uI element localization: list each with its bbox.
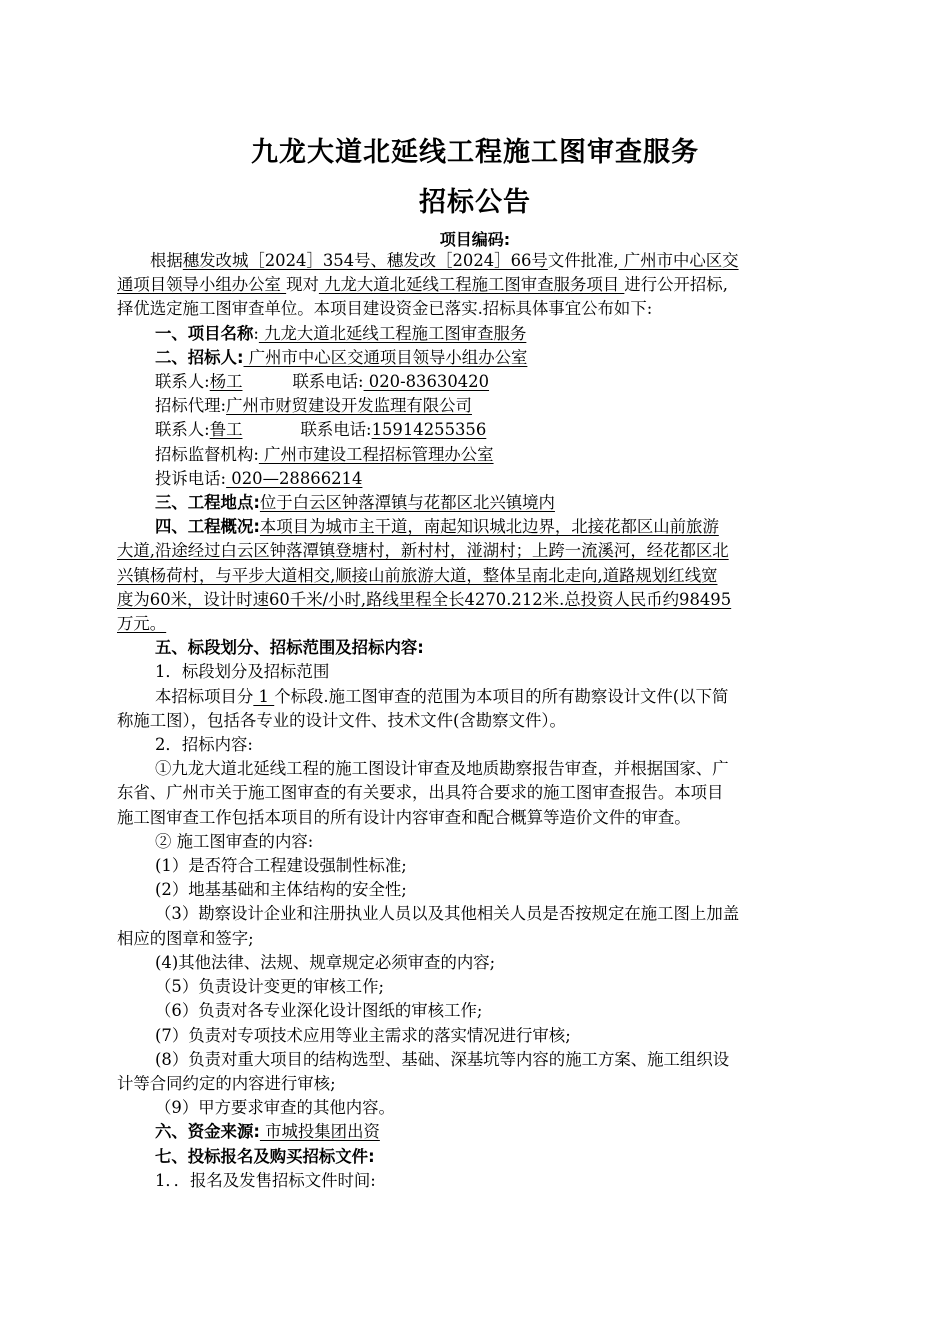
project-code-label: 项目编码: — [439, 230, 511, 249]
document-title: 九龙大道北延线工程施工图审查服务 — [251, 137, 699, 168]
section-label: 四、工程概况: — [155, 517, 260, 537]
agent-name: 广州市财贸建设开发监理有限公司 — [226, 396, 472, 416]
contact-person: 鲁工 — [209, 420, 243, 440]
contact-person: 杨工 — [209, 372, 243, 392]
section-project-name — [117, 322, 842, 346]
location-value: 位于白云区钟落潭镇与花都区北兴镇境内 — [259, 493, 555, 513]
section-lots-heading: 五、标段划分、招标范围及招标内容: — [155, 638, 424, 658]
tenderer-name-inline: 广州市中心区交 — [618, 251, 739, 270]
review-item-continued: 相应的图章和签字; — [117, 928, 254, 948]
intro-line-1 — [117, 249, 842, 273]
agent-line — [117, 394, 842, 418]
review-item: （3）勘察设计企业和注册执业人员以及其他相关人员是否按规定在施工图上加盖 — [155, 904, 740, 924]
field-label: 联系人: — [155, 420, 210, 440]
content-paragraph-line: ①九龙大道北延线工程的施工图设计审查及地质勘察报告审查，并根据国家、广 — [155, 759, 729, 779]
intro-line-3: 择优选定施工图审查单位。本项目建设资金已落实.招标具体事宜公布如下: — [117, 299, 653, 319]
overview-text: 本项目为城市主干道，南起知识城北边界，北接花都区山前旅游 — [259, 517, 719, 537]
supervisor-name: 广州市建设工程招标管理办公室 — [258, 444, 494, 464]
field-label: 投诉电话: — [155, 468, 227, 488]
section-registration-heading: 七、投标报名及购买招标文件: — [155, 1146, 375, 1166]
subheading-lots: 1．标段划分及招标范围 — [155, 662, 330, 682]
complaint-phone: 020—28866214 — [226, 468, 363, 488]
tenderer-contact-line — [117, 370, 842, 394]
paragraph-text: 个标段.施工图审查的范围为本项目的所有勘察设计文件(以下简 — [274, 686, 729, 706]
content-paragraph-line: 东省、广州市关于施工图审查的有关要求，出具符合要求的施工图审查报告。本项目 — [117, 783, 724, 803]
lots-paragraph-line — [117, 685, 842, 709]
paragraph-text: 本招标项目分 — [155, 686, 254, 706]
review-item: (8）负责对重大项目的结构选型、基础、深基坑等内容的施工方案、施工组织设 — [155, 1049, 730, 1069]
project-name-value: 九龙大道北延线工程施工图审查服务 — [258, 323, 527, 343]
field-label: 联系电话: — [300, 420, 372, 440]
document-subtitle: 招标公告 — [419, 187, 531, 218]
review-item: （6）负责对各专业深化设计图纸的审核工作; — [155, 1001, 483, 1021]
tenderer-value: 广州市中心区交通项目领导小组办公室 — [243, 347, 528, 367]
separator: : — [253, 323, 259, 343]
field-label: 联系人: — [155, 372, 210, 392]
section-label: 一、项目名称 — [155, 323, 254, 343]
review-item: （9）甲方要求审查的其他内容。 — [155, 1098, 395, 1118]
review-item: （5）负责设计变更的审核工作; — [155, 977, 385, 997]
review-item: (4)其他法律、法规、规章规定必须审查的内容; — [155, 952, 496, 972]
subheading-registration-time: 1．．报名及发售招标文件时间: — [155, 1170, 376, 1190]
section-funding — [117, 1120, 842, 1144]
section-location — [117, 491, 842, 515]
overview-line: 度为60米，设计时速60千米/小时,路线里程全长4270.212米.总投资人民币约98495 — [117, 589, 732, 609]
lots-paragraph-line: 称施工图），包括各专业的设计文件、技术文件(含勘察文件）。 — [117, 710, 566, 730]
intro-text: 文件批准, — [547, 251, 619, 270]
supervisor-line — [117, 443, 842, 467]
review-content-heading: ② 施工图审查的内容: — [155, 831, 314, 851]
project-name-inline: 九龙大道北延线工程施工图审查服务项目 — [318, 275, 625, 295]
intro-text: 根据 — [150, 251, 183, 270]
review-item: (1）是否符合工程建设强制性标准; — [155, 856, 407, 876]
field-label: 联系电话: — [292, 372, 364, 392]
intro-text: 现对 — [286, 275, 319, 295]
review-item-continued: 计等合同约定的内容进行审核; — [117, 1073, 336, 1093]
section-label: 二、招标人: — [155, 347, 244, 367]
field-label: 招标监督机构: — [155, 444, 259, 464]
subheading-content: 2．招标内容: — [155, 735, 253, 755]
contact-phone: 15914255356 — [371, 420, 487, 440]
overview-line: 万元。 — [117, 614, 167, 634]
field-label: 招标代理: — [155, 396, 227, 416]
review-item: (7）负责对专项技术应用等业主需求的落实情况进行审核; — [155, 1025, 571, 1045]
funding-value: 市城投集团出资 — [259, 1122, 380, 1142]
document-body — [117, 249, 842, 1193]
tenderer-name-inline: 通项目领导小组办公室 — [117, 275, 287, 295]
overview-line: 兴镇杨荷村，与平步大道相交,顺接山前旅游大道，整体呈南北走向,道路规划红线宽 — [117, 565, 718, 585]
lot-count: 1 — [253, 686, 275, 706]
contact-phone: 020-83630420 — [363, 372, 490, 392]
approval-doc-numbers: 穗发改城［2024］354号、穗发改［2024］66号 — [182, 251, 548, 270]
overview-line: 大道,沿途经过白云区钟落潭镇登塘村，新村村，湴湖村；上跨一流溪河，经花都区北 — [117, 541, 729, 561]
intro-text: 进行公开招标, — [624, 275, 728, 295]
agent-contact-line — [117, 418, 842, 442]
section-overview — [117, 515, 842, 539]
intro-line-2 — [117, 273, 842, 297]
content-paragraph-line: 施工图审查工作包括本项目的所有设计内容审查和配合概算等造价文件的审查。 — [117, 807, 691, 827]
section-tenderer — [117, 346, 842, 370]
section-label: 六、资金来源: — [155, 1122, 260, 1142]
complaint-line — [117, 467, 842, 491]
review-item: (2）地基基础和主体结构的安全性; — [155, 880, 407, 900]
section-label: 三、工程地点: — [155, 493, 260, 513]
